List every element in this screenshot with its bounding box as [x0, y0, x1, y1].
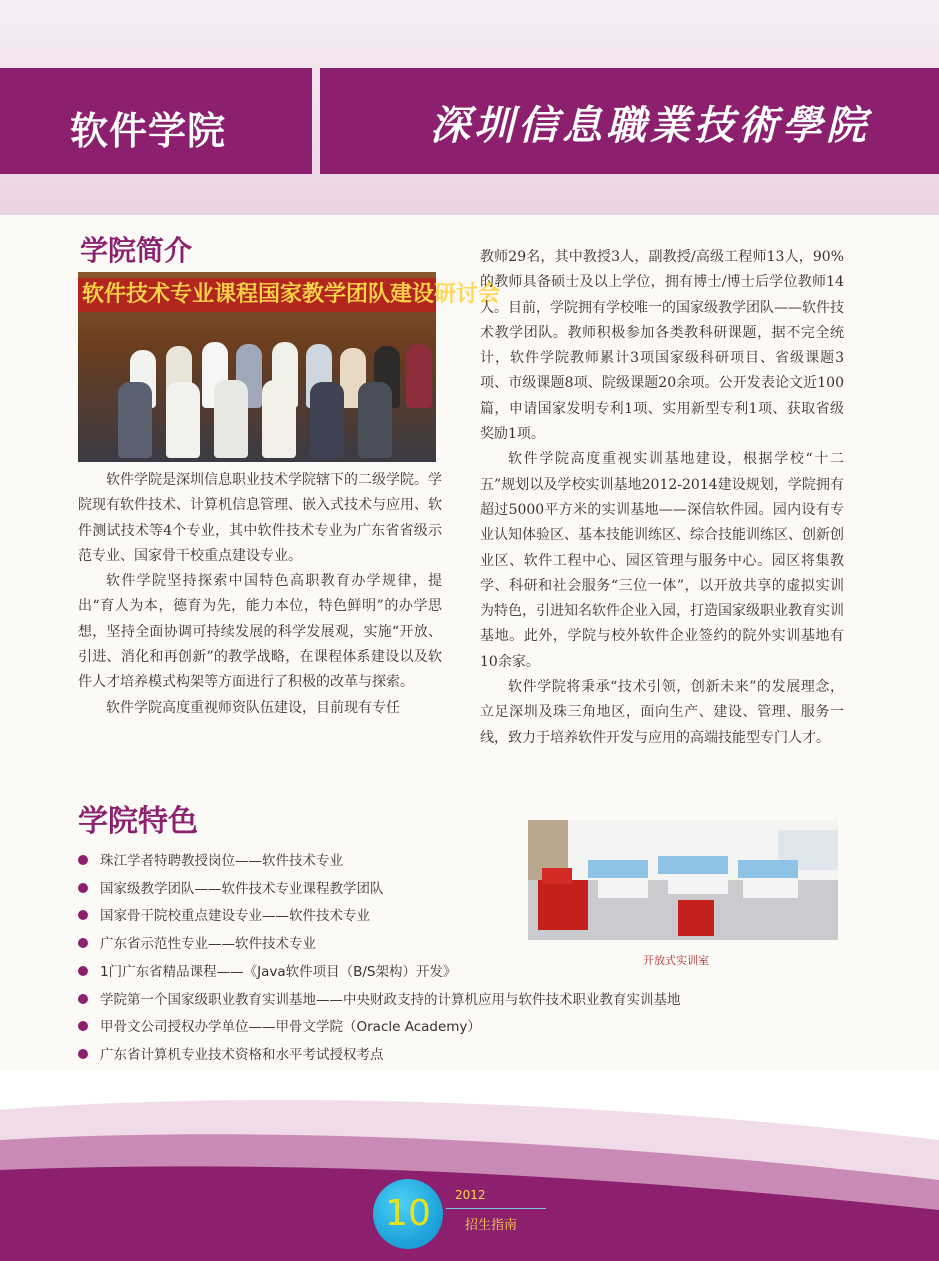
photo-person	[358, 382, 392, 458]
intro-paragraph: 教师29名，其中教授3人，副教授/高级工程师13人，90%的教师具备硕士及以上学位，拥有博士/博士后学位教师14人。目前，学院拥有学校唯一的国家级教学团队——软件技术教学团队。教师积极参加各类教科研课题，据不完全统计，软件学院教师累计3项国家级科研项目、省级课题3项、市级课题8项、院级课题20余项。公开发表论文近100篇，申请国家发明专利1项、实用新型专利1项、获取省级奖励1项。	[480, 249, 844, 443]
training-room-photo	[528, 820, 838, 940]
photo-caption: 开放式实训室	[643, 954, 709, 967]
footer-divider	[446, 1208, 546, 1209]
intro-paragraph: 软件学院坚持探索中国特色高职教育办学规律，提出“育人为本，德育为先，能力本位，特色鲜明”的办学思想，坚持全面协调可持续发展的科学发展观，实施“开放、引进、消化和再创新”的教学战略，在课程体系建设以及软件人才培养模式构架等方面进行了积极的改革与探索。	[78, 573, 442, 691]
bullet-icon	[78, 994, 88, 1004]
intro-left-column	[78, 468, 442, 721]
list-item: 1门广东省精品课程——《Java软件项目（B/S架构）开发》	[78, 959, 681, 987]
photo-person	[262, 380, 296, 458]
bullet-icon	[78, 1021, 88, 1031]
bullet-icon	[78, 1049, 88, 1059]
team-group-photo	[78, 272, 501, 462]
photo-person	[118, 382, 152, 458]
school-name-calligraphy: 深圳信息職業技術學院	[430, 102, 870, 149]
page-number: 10	[373, 1179, 443, 1249]
intro-paragraph: 软件学院高度重视师资队伍建设，目前现有专任	[106, 699, 400, 716]
photo-person	[310, 382, 344, 458]
list-item: 国家级教学团队——软件技术专业课程教学团队	[78, 876, 681, 904]
intro-paragraph: 软件学院将秉承“技术引领，创新未来”的发展理念，立足深圳及珠三角地区，面向生产、建设、管理、服务一线，致力于培养软件开发与应用的高端技能型专门人才。	[480, 679, 844, 746]
bullet-icon	[78, 938, 88, 948]
intro-paragraph: 软件学院是深圳信息职业技术学院辖下的二级学院。学院现有软件技术、计算机信息管理、嵌入式技术与应用、软件测试技术等4个专业，其中软件技术专业为广东省省级示范专业、国家骨干校重点建设专业。	[78, 472, 442, 564]
features-heading: 学院特色	[78, 804, 198, 839]
photo-person	[214, 380, 248, 458]
list-item: 学院第一个国家级职业教育实训基地——中央财政支持的计算机应用与软件技术职业教育实训基地	[78, 987, 681, 1015]
department-title: 软件学院	[70, 109, 227, 153]
footer-guide-label: 招生指南	[465, 1218, 518, 1233]
bullet-icon	[78, 966, 88, 976]
footer-year: 2012	[455, 1188, 486, 1202]
list-item: 广东省示范性专业——软件技术专业	[78, 931, 681, 959]
photo-person	[166, 382, 200, 458]
bullet-icon	[78, 910, 88, 920]
bullet-icon	[78, 883, 88, 893]
bullet-icon	[78, 855, 88, 865]
intro-paragraph: 软件学院高度重视实训基地建设，根据学校“十二五”规划以及学校实训基地2012-2014建设规划，学院拥有超过5000平方米的实训基地——深信软件园。园内设有专业认知体验区、基本技能训练区、综合技能训练区、创新创业区、软件工程中心、园区管理与服务中心。园区将集教学、科研和社会服务“三位一体”，以开放共享的虚拟实训为特色，引进知名软件企业入园，打造国家级职业教育实训基地。此外，学院与校外软件企业签约的院外实训基地有10余家。	[480, 451, 844, 670]
training-room-illustration	[528, 820, 838, 940]
list-item: 甲骨文公司授权办学单位——甲骨文学院（Oracle Academy）	[78, 1014, 681, 1042]
intro-heading: 学院简介	[80, 234, 193, 267]
list-item: 广东省计算机专业技术资格和水平考试授权考点	[78, 1042, 681, 1070]
intro-right-column	[480, 245, 844, 751]
list-item: 国家骨干院校重点建设专业——软件技术专业	[78, 903, 681, 931]
photo-banner: 软件技术专业课程国家教学团队建设研讨会	[78, 278, 436, 312]
photo-person	[406, 344, 432, 408]
list-item: 珠江学者特聘教授岗位——软件技术专业	[78, 848, 681, 876]
